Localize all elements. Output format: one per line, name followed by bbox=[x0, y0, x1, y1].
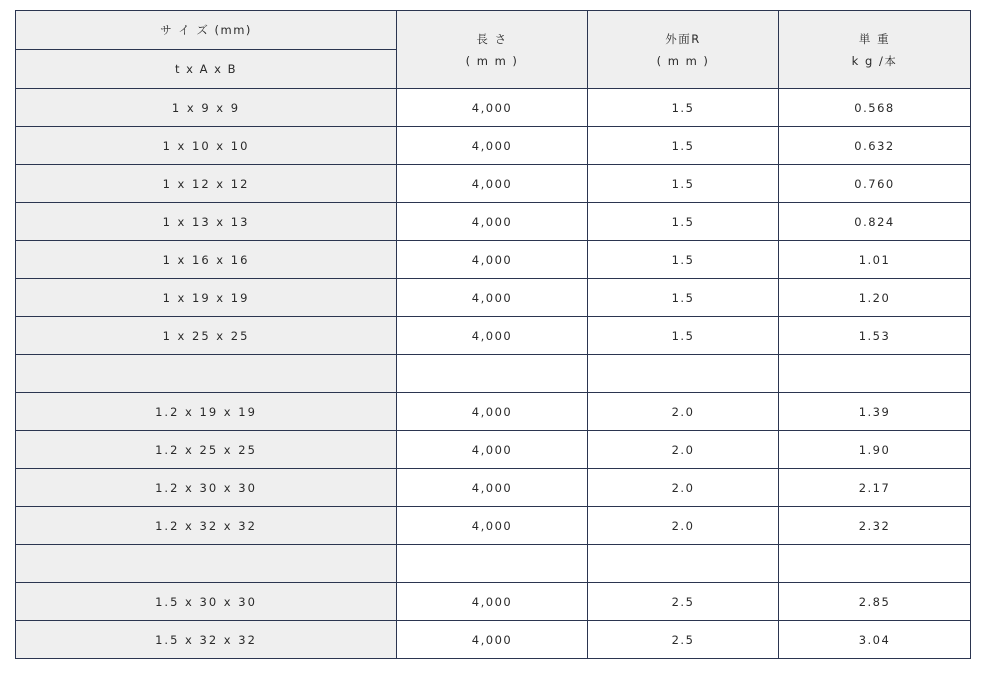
radius-cell bbox=[588, 355, 779, 393]
radius-cell: 1.5 bbox=[588, 203, 779, 241]
size-cell: 1.5 x 30 x 30 bbox=[16, 583, 397, 621]
size-cell: 1 x 19 x 19 bbox=[16, 279, 397, 317]
length-cell: 4,000 bbox=[397, 507, 588, 545]
radius-cell: 2.0 bbox=[588, 469, 779, 507]
weight-cell: 1.39 bbox=[779, 393, 971, 431]
size-cell: 1 x 16 x 16 bbox=[16, 241, 397, 279]
weight-cell: 0.824 bbox=[779, 203, 971, 241]
radius-cell: 1.5 bbox=[588, 165, 779, 203]
radius-cell bbox=[588, 545, 779, 583]
size-cell: 1 x 25 x 25 bbox=[16, 317, 397, 355]
header-row bbox=[16, 11, 971, 50]
radius-cell: 2.5 bbox=[588, 583, 779, 621]
weight-cell: 3.04 bbox=[779, 621, 971, 659]
length-cell: 4,000 bbox=[397, 279, 588, 317]
radius-header-label: 外面R bbox=[665, 31, 701, 46]
length-cell: 4,000 bbox=[397, 317, 588, 355]
length-cell: 4,000 bbox=[397, 241, 588, 279]
table-row bbox=[16, 203, 971, 241]
table-row bbox=[16, 545, 971, 583]
table-row bbox=[16, 165, 971, 203]
weight-cell: 1.01 bbox=[779, 241, 971, 279]
table-row bbox=[16, 89, 971, 127]
weight-cell: 0.568 bbox=[779, 89, 971, 127]
length-header-unit: ( m m ) bbox=[465, 53, 519, 68]
table-row bbox=[16, 355, 971, 393]
radius-cell: 2.0 bbox=[588, 507, 779, 545]
weight-cell: 1.53 bbox=[779, 317, 971, 355]
length-cell: 4,000 bbox=[397, 583, 588, 621]
length-cell bbox=[397, 355, 588, 393]
radius-cell: 1.5 bbox=[588, 127, 779, 165]
weight-cell: 2.17 bbox=[779, 469, 971, 507]
spec-table bbox=[15, 10, 971, 659]
length-cell: 4,000 bbox=[397, 89, 588, 127]
size-cell: 1.2 x 32 x 32 bbox=[16, 507, 397, 545]
size-header: サ イ ズ (mm) bbox=[16, 11, 397, 50]
table-row bbox=[16, 241, 971, 279]
table-row bbox=[16, 621, 971, 659]
weight-cell: 2.85 bbox=[779, 583, 971, 621]
radius-cell: 1.5 bbox=[588, 279, 779, 317]
table-row bbox=[16, 507, 971, 545]
radius-cell: 1.5 bbox=[588, 89, 779, 127]
table-row bbox=[16, 127, 971, 165]
size-cell: 1.2 x 25 x 25 bbox=[16, 431, 397, 469]
length-cell: 4,000 bbox=[397, 431, 588, 469]
size-cell: 1.2 x 30 x 30 bbox=[16, 469, 397, 507]
length-header bbox=[397, 11, 588, 89]
table-row bbox=[16, 431, 971, 469]
size-subheader: t x A x B bbox=[16, 50, 397, 89]
size-cell: 1.2 x 19 x 19 bbox=[16, 393, 397, 431]
weight-header-unit: k g /本 bbox=[851, 53, 898, 68]
radius-cell: 2.0 bbox=[588, 393, 779, 431]
length-cell: 4,000 bbox=[397, 393, 588, 431]
table-row bbox=[16, 393, 971, 431]
weight-cell: 2.32 bbox=[779, 507, 971, 545]
size-cell: 1 x 13 x 13 bbox=[16, 203, 397, 241]
radius-cell: 2.5 bbox=[588, 621, 779, 659]
weight-cell: 1.90 bbox=[779, 431, 971, 469]
table-row bbox=[16, 583, 971, 621]
size-cell: 1.5 x 32 x 32 bbox=[16, 621, 397, 659]
length-cell: 4,000 bbox=[397, 203, 588, 241]
length-cell: 4,000 bbox=[397, 621, 588, 659]
weight-cell bbox=[779, 355, 971, 393]
radius-cell: 1.5 bbox=[588, 241, 779, 279]
size-cell bbox=[16, 545, 397, 583]
table-row bbox=[16, 279, 971, 317]
radius-cell: 2.0 bbox=[588, 431, 779, 469]
table-row bbox=[16, 469, 971, 507]
length-header-label: 長 さ bbox=[476, 31, 508, 46]
weight-cell bbox=[779, 545, 971, 583]
radius-header bbox=[588, 11, 779, 89]
size-cell bbox=[16, 355, 397, 393]
radius-cell: 1.5 bbox=[588, 317, 779, 355]
table-row bbox=[16, 317, 971, 355]
weight-cell: 0.760 bbox=[779, 165, 971, 203]
weight-header bbox=[779, 11, 971, 89]
size-cell: 1 x 9 x 9 bbox=[16, 89, 397, 127]
weight-cell: 1.20 bbox=[779, 279, 971, 317]
size-cell: 1 x 10 x 10 bbox=[16, 127, 397, 165]
size-cell: 1 x 12 x 12 bbox=[16, 165, 397, 203]
length-cell: 4,000 bbox=[397, 469, 588, 507]
length-cell: 4,000 bbox=[397, 165, 588, 203]
length-cell bbox=[397, 545, 588, 583]
weight-header-label: 単 重 bbox=[858, 31, 891, 46]
length-cell: 4,000 bbox=[397, 127, 588, 165]
radius-header-unit: ( m m ) bbox=[656, 53, 710, 68]
weight-cell: 0.632 bbox=[779, 127, 971, 165]
